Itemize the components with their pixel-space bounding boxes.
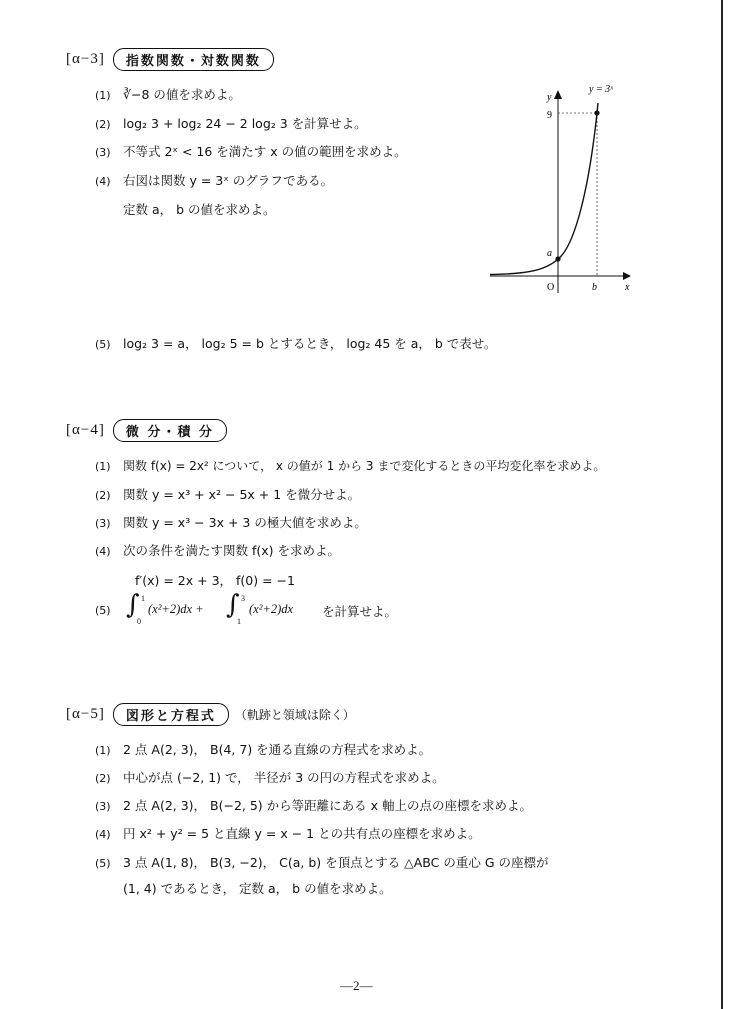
question-number: (1): [95, 89, 111, 102]
int2-body: (x²+2)dx: [249, 602, 294, 616]
section-label: [α−4]: [66, 422, 105, 438]
question-text: 関数 y = x³ − 3x + 3 の極大値を求めよ。: [123, 515, 367, 530]
integral-sign-2: ∫: [226, 590, 240, 620]
section-title: 微 分・積 分: [113, 419, 227, 442]
section-title: 図形と方程式: [113, 703, 229, 726]
question-text: 2 点 A(2, 3)， B(−2, 5) から等距離にある x 軸上の点の座標を求めよ。: [123, 798, 533, 813]
question-number: (2): [95, 772, 111, 785]
question-number: (5): [95, 857, 111, 870]
x-axis-arrow: [623, 272, 631, 280]
y-axis-arrow: [554, 90, 562, 99]
func-label: y = 3ˣ: [589, 84, 614, 95]
point-a: [555, 256, 560, 261]
integral-sign-1: ∫: [126, 590, 140, 620]
origin-label: O: [547, 282, 555, 293]
curve: [490, 103, 598, 275]
question-text: 中心が点 (−2, 1) で， 半径が 3 の円の方程式を求めよ。: [123, 770, 445, 785]
question-number: (2): [95, 489, 111, 502]
int2-upper: 3: [241, 594, 245, 603]
question-number: (1): [95, 460, 111, 473]
question-text: 定数 a， b の値を求めよ。: [123, 202, 276, 217]
int-tail: を計算せよ。: [322, 604, 398, 619]
section-note: （軌跡と領域は除く）: [234, 708, 355, 722]
question-text: 関数 y = x³ + x² − 5x + 1 を微分せよ。: [123, 487, 361, 502]
question-number: (5): [95, 604, 111, 617]
question-text: (1, 4) であるとき， 定数 a， b の値を求めよ。: [123, 881, 392, 896]
question-text: 不等式 2ˣ < 16 を満たす x の値の範囲を求めよ。: [123, 144, 407, 159]
exponential-graph: [485, 78, 645, 298]
page-edge-line: [721, 0, 723, 1009]
condition-text: f′(x) = 2x + 3， f(0) = −1: [135, 573, 295, 588]
question-text: 関数 f(x) = 2x² について， x の値が 1 から 3 まで変化するときの平均変化率を求めよ。: [123, 459, 606, 473]
question-number: (5): [95, 338, 111, 351]
question-number: (1): [95, 744, 111, 757]
question-text: ∛−8 の値を求めよ。: [123, 87, 241, 102]
question-number: (4): [95, 828, 111, 841]
question-text: 2 点 A(2, 3)， B(4, 7) を通る直線の方程式を求めよ。: [123, 742, 432, 757]
section-header-4: [66, 419, 227, 442]
question-text: 次の条件を満たす関数 f(x) を求めよ。: [123, 543, 340, 558]
x-axis-label: x: [625, 282, 630, 293]
question-number: (4): [95, 545, 111, 558]
question-text: 円 x² + y² = 5 と直線 y = x − 1 との共有点の座標を求めよ。: [123, 826, 481, 841]
int1-body: (x²+2)dx +: [148, 602, 204, 616]
y-tick-9: 9: [547, 110, 552, 121]
question-text: log₂ 3 + log₂ 24 − 2 log₂ 3 を計算せよ。: [123, 116, 367, 131]
section-title: 指数関数・対数関数: [113, 48, 274, 71]
section-label: [α−3]: [66, 51, 105, 67]
section-header-3: [66, 48, 274, 71]
question-text: 右図は関数 y = 3ˣ のグラフである。: [123, 173, 334, 188]
a-label: a: [547, 248, 552, 259]
section-label: [α−5]: [66, 706, 105, 722]
page-number: —2—: [340, 978, 373, 993]
int1-lower: 0: [137, 617, 141, 626]
section-header-5: [66, 703, 355, 726]
y-axis-label: y: [547, 92, 552, 103]
question-number: (4): [95, 175, 111, 188]
question-number: (3): [95, 146, 111, 159]
question-number: (3): [95, 800, 111, 813]
question-text: 3 点 A(1, 8)， B(3, −2)， C(a, b) を頂点とする △ABC の重心 G の座標が: [123, 855, 549, 870]
int2-lower: 1: [237, 617, 241, 626]
b-label: b: [592, 282, 597, 293]
int1-upper: 1: [141, 594, 145, 603]
point-b: [594, 110, 599, 115]
question-number: (2): [95, 118, 111, 131]
question-number: (3): [95, 517, 111, 530]
question-text: log₂ 3 = a， log₂ 5 = b とするとき， log₂ 45 を a， b で表せ。: [123, 336, 497, 351]
